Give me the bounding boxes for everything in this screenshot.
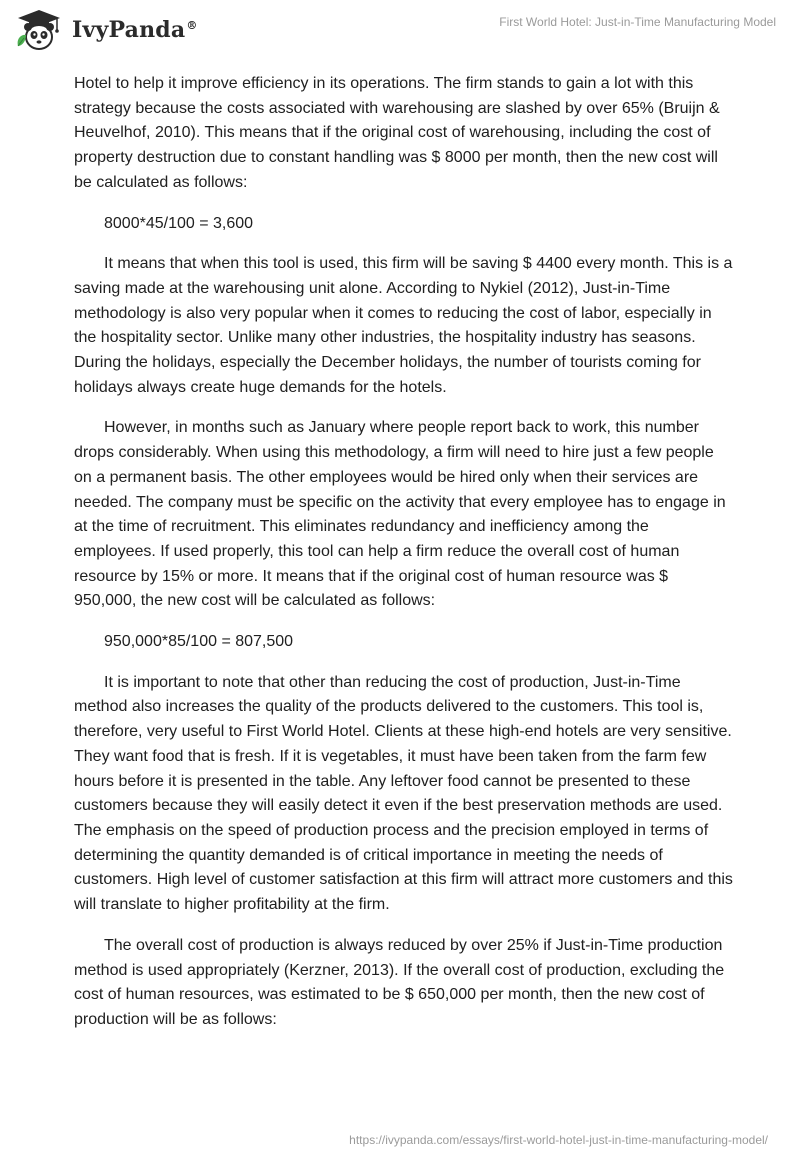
paragraph: It is important to note that other than reducing the cost of production, Just-in-Time method also increases the quality of the products delivered to the customers. This tool is, therefore, very useful to First World Hotel. Clients at these high-end hotels are very sensitive. They want food that is fresh. If it is vegetables, it must have been taken from the farm few hours before it is presented in the table. Any leftover food cannot be presented to these customers because they will easily detect it even if the best preservation methods are used. The emphasis on the speed of production process and the precision employed in terms of determining the quantity demanded is of critical importance in meeting the needs of customers. High level of customer satisfaction at this firm will attract more customers and this will translate to higher profitability at the firm. [74, 673, 733, 914]
formula-warehousing: 8000*45/100 = 3,600 [104, 214, 254, 232]
formula-human-resource: 950,000*85/100 = 807,500 [104, 633, 294, 651]
paragraph: It means that when this tool is used, this firm will be saving $ 4400 every month. This is a saving made at the warehousing unit alone. According to Nykiel (2012), Just-in-Time methodology is also very popular when it comes to reducing the cost of labor, especially in the hospitality sector. Unlike many other industries, the hospitality industry has seasons. During the holidays, especially the December holidays, the number of tourists coming for holidays always create huge demands for the hotels. [74, 255, 733, 396]
document-title: First World Hotel: Just-in-Time Manufacturing Model [499, 15, 776, 29]
paragraph: The overall cost of production is always reduced by over 25% if Just-in-Time production method is used appropriately (Kerzner, 2013). If the overall cost of production, excluding the cost of human resources, was estimated to be $ 650,000 per month, then the new cost of production will be as follows: [74, 936, 725, 1028]
essay-body [74, 72, 734, 1049]
registered-mark: ® [186, 18, 198, 32]
paragraph: However, in months such as January where people report back to work, this number drops considerably. When using this methodology, a firm will need to hire just a few people on a permanent basis. The other employees would be hired only when their services are needed. The company must be specific on the activity that every employee has to engage in at the time of recruitment. This eliminates redundancy and inefficiency among the employees. If used properly, this tool can help a firm reduce the overall cost of human resource by 15% or more. It means that if the original cost of human resource was $ 950,000, the new cost will be calculated as follows: [74, 419, 726, 610]
brand-name: IvyPanda® [72, 17, 198, 43]
panda-graduation-cap-icon [14, 8, 64, 52]
paragraph: Hotel to help it improve efficiency in its operations. The firm stands to gain a lot with this strategy because the costs associated with warehousing are slashed by over 65% (Bruijn & Heuvelhof, 2010). This means that if the original cost of warehousing, including the cost of property destruction due to constant handling was $ 8000 per month, then the new cost will be calculated as follows: [74, 75, 720, 191]
source-url[interactable]: https://ivypanda.com/essays/first-world-hotel-just-in-time-manufacturing-model/ [349, 1133, 768, 1147]
ivypanda-logo[interactable] [14, 8, 198, 52]
page-header [0, 0, 800, 60]
